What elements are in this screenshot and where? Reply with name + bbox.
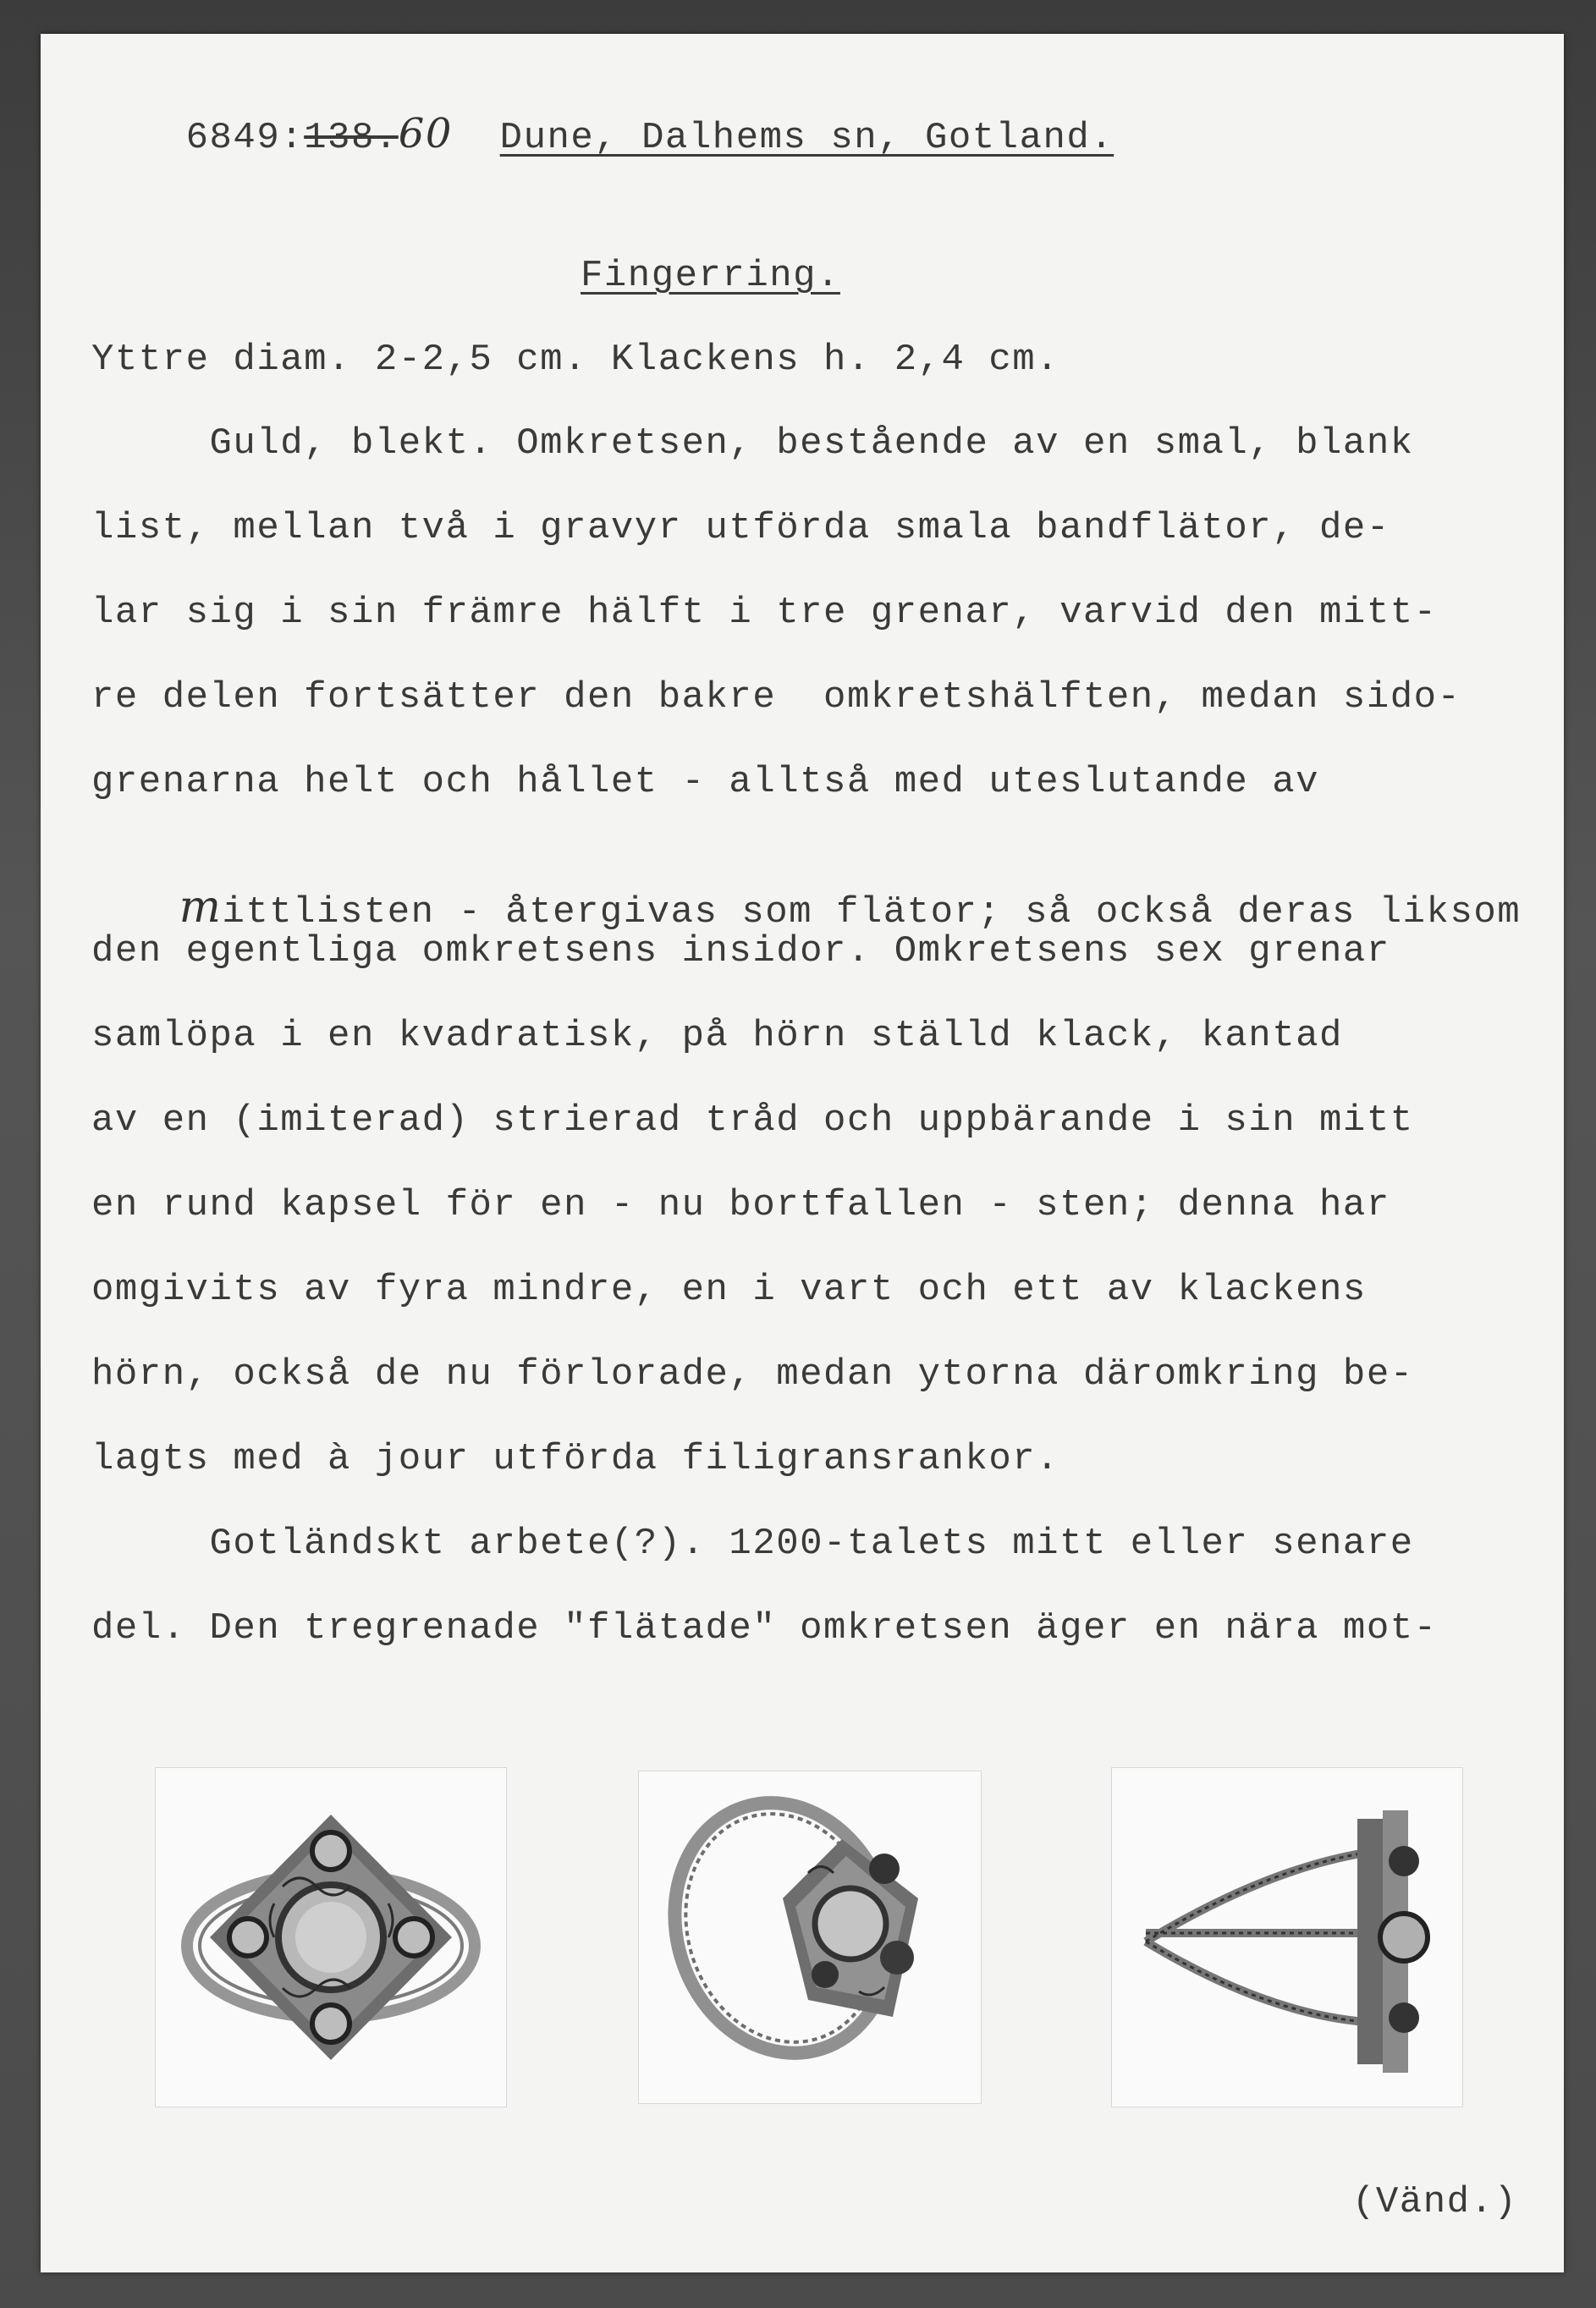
body-line: lar sig i sin främre hälft i tre grenar, varvid den mitt- <box>91 592 1438 634</box>
body-line: samlöpa i en kvadratisk, på hörn ställd klack, kantad <box>91 1015 1343 1057</box>
body-line: av en (imiterad) strierad tråd och uppbärande i sin mitt <box>91 1099 1414 1142</box>
body-line: den egentliga omkretsens insidor. Omkretsens sex grenar <box>91 930 1390 972</box>
body-line: ittlisten - återgivas som flätor; så också deras liksom <box>222 891 1522 934</box>
ring-side-view-photo <box>1111 1767 1463 2107</box>
catalog-header <box>91 76 1114 194</box>
dimensions-text: Yttre diam. 2-2,5 cm. Klackens h. 2,4 cm. <box>91 339 1060 381</box>
object-title: Fingerring. <box>581 255 840 297</box>
body-line: list, mellan två i gravyr utförda smala bandflätor, de- <box>91 507 1390 549</box>
catalog-card <box>41 34 1564 2272</box>
catalog-number: 6849: <box>185 117 305 159</box>
body-line: Gotländskt arbete(?). 1200-talets mitt eller senare <box>91 1523 1414 1565</box>
catalog-number-struck: 138. <box>304 117 399 159</box>
body-line: Guld, blekt. Omkretsen, bestående av en smal, blank <box>91 422 1414 465</box>
body-line: del. Den tregrenade "flätade" omkretsen äger en nära mot- <box>91 1607 1438 1650</box>
handwritten-correction: m <box>179 882 223 933</box>
ring-top-view-photo <box>155 1767 507 2107</box>
turn-over-note: (Vänd.) <box>1352 2181 1518 2223</box>
body-line: hörn, också de nu förlorade, medan ytorna däromkring be- <box>91 1353 1414 1396</box>
body-line: omgivits av fyra mindre, en i vart och ett av klackens <box>91 1269 1367 1311</box>
body-line: lagts med à jour utförda filigransrankor. <box>91 1438 1060 1480</box>
body-line: en rund kapsel för en - nu bortfallen - sten; denna har <box>91 1184 1390 1226</box>
catalog-number-handwritten: 60 <box>398 110 453 157</box>
ring-angled-view-photo <box>638 1771 982 2104</box>
body-line: grenarna helt och hållet - alltså med uteslutande av <box>91 761 1320 803</box>
location-heading: Dune, Dalhems sn, Gotland. <box>499 117 1114 159</box>
body-line: re delen fortsätter den bakre omkretshälften, medan sido- <box>91 676 1461 719</box>
